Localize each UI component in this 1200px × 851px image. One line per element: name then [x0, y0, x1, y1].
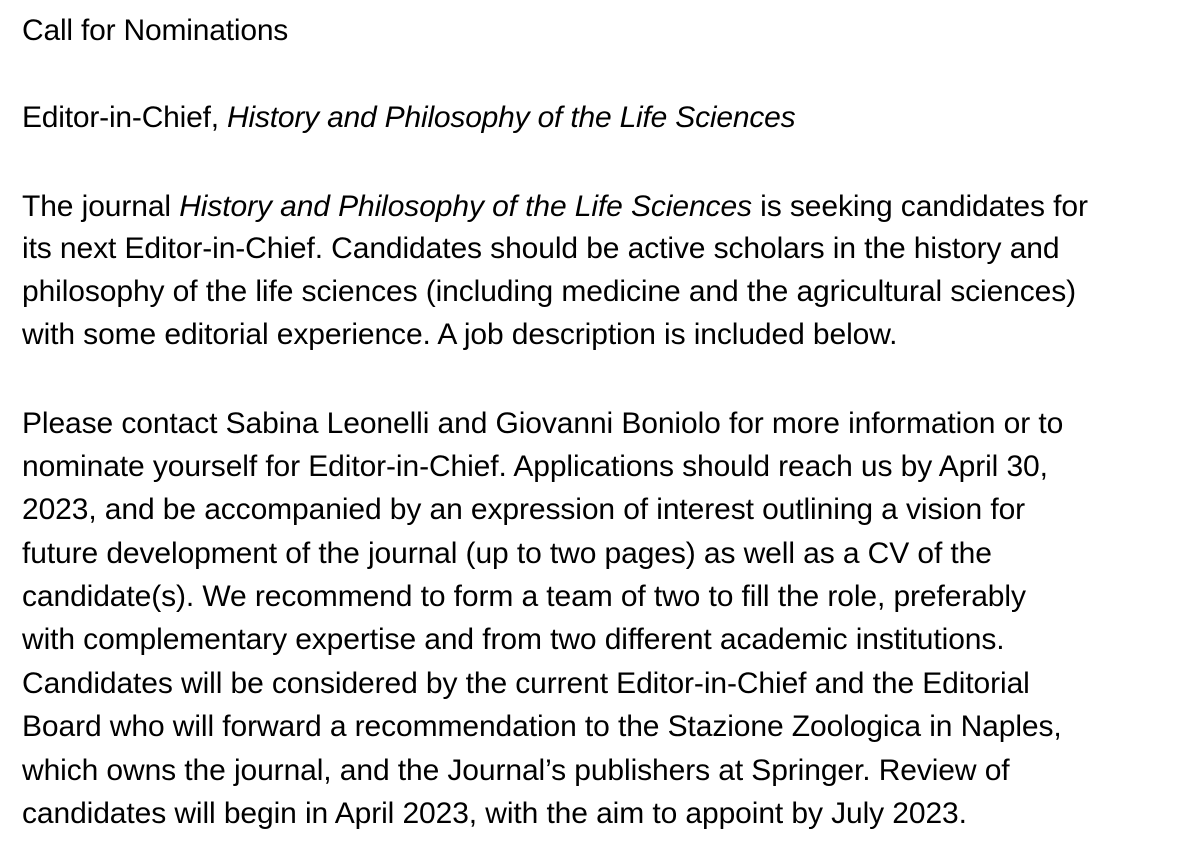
position-prefix: Editor-in-Chief, [22, 101, 228, 134]
paragraph-2-line-2: nominate yourself for Editor-in-Chief. Applications should reach us by April 30, [22, 450, 1048, 483]
paragraph-2-line-4: future development of the journal (up to two pages) as well as a CV of the [22, 537, 992, 570]
paragraph-2-line-3: 2023, and be accompanied by an expression of interest outlining a vision for [22, 493, 1026, 526]
paragraph-1-line-4: with some editorial experience. A job description is included below. [22, 318, 898, 351]
paragraph-1-line-2: its next Editor-in-Chief. Candidates should be active scholars in the history and [22, 232, 1060, 265]
paragraph-2-line-9: which owns the journal, and the Journal’s publishers at Springer. Review of [22, 754, 1010, 787]
paragraph-2-line-7: Candidates will be considered by the current Editor-in-Chief and the Editorial [22, 667, 1030, 700]
paragraph-2-line-8: Board who will forward a recommendation to the Stazione Zoologica in Naples, [22, 710, 1062, 743]
journal-name-inline: History and Philosophy of the Life Sciences [179, 190, 752, 223]
paragraph-1-line-1: The journal History and Philosophy of the Life Sciences is seeking candidates for [22, 190, 1088, 223]
document-title: Call for Nominations [22, 14, 289, 47]
position-heading [22, 103, 795, 133]
paragraph-2-line-10: candidates will begin in April 2023, with the aim to appoint by July 2023. [22, 797, 967, 830]
paragraph-2-line-1: Please contact Sabina Leonelli and Giovanni Boniolo for more information or to [22, 407, 1064, 440]
journal-name-heading: History and Philosophy of the Life Sciences [227, 101, 796, 134]
paragraph-1-line-3: philosophy of the life sciences (including medicine and the agricultural sciences) [22, 275, 1077, 308]
paragraph-2-line-6: with complementary expertise and from two different academic institutions. [22, 623, 1005, 656]
paragraph-2-line-5: candidate(s). We recommend to form a team of two to fill the role, preferably [22, 580, 1026, 613]
